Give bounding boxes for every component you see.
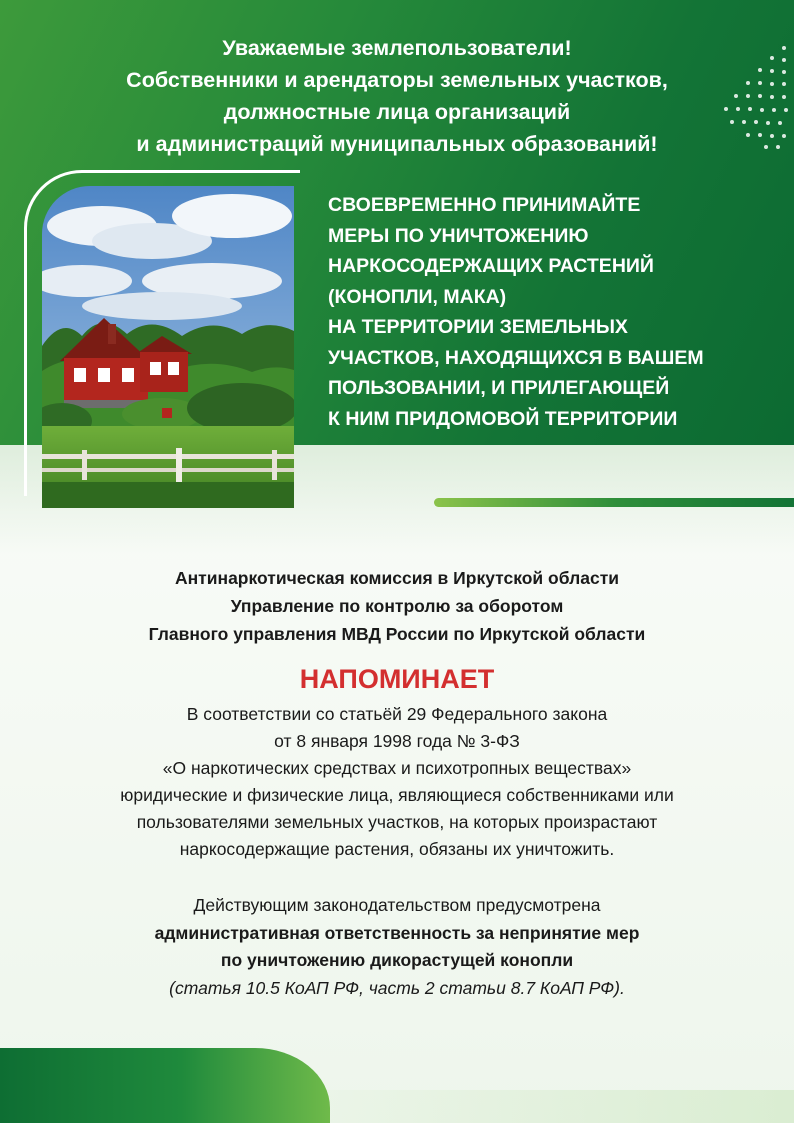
greeting-line: Уважаемые землепользователи! [222,36,572,60]
headline-line: НАРКОСОДЕРЖАЩИХ РАСТЕНИЙ [328,255,654,277]
headline-line: УЧАСТКОВ, НАХОДЯЩИХСЯ В ВАШЕМ [328,346,704,369]
red-house-icon [42,186,294,508]
reminds-heading: НАПОМИНАЕТ [299,664,495,694]
responsibility-bold-line: по уничтожению дикорастущей конопли [220,950,574,970]
responsibility-intro: Действующим законодательством предусмотрена [193,895,601,915]
headline-line: МЕРЫ ПО УНИЧТОЖЕНИЮ [328,224,589,247]
law-line: наркосодержащие растения, обязаны их уничтожить. [179,839,615,859]
organization-line: Управление по контролю за оборотом [230,596,564,616]
greeting-line: должностные лица организаций [223,100,571,124]
greeting [40,32,754,160]
organization-line: Главного управления МВД России по Иркутской области [148,624,646,644]
law-line: В соответствии со статьёй 29 Федерального закона [186,704,608,724]
headline-line: (КОНОПЛИ, МАКА) [328,285,507,308]
responsibility-bold-line: административная ответственность за непринятие мер [154,922,640,943]
headline-line: СВОЕВРЕМЕННО ПРИНИМАЙТЕ [328,194,641,216]
accent-line [434,498,794,507]
law-line: «О наркотических средствах и психотропных веществах» [162,758,632,778]
responsibility-block [0,892,794,1002]
organization-line: Антинаркотическая комиссия в Иркутской области [174,568,620,588]
bottom-wave [0,1048,330,1123]
house-photo [42,186,294,508]
law-line: от 8 января 1998 года № 3-ФЗ [274,731,520,751]
greeting-line: и администраций муниципальных образований! [136,132,658,156]
headline [328,190,768,434]
responsibility-citation: (статья 10.5 КоАП РФ, часть 2 статьи 8.7 КоАП РФ). [169,977,625,998]
law-text [0,701,794,863]
law-line: юридические и физические лица, являющиеся собственниками или [120,785,674,805]
headline-line: К НИМ ПРИДОМОВОЙ ТЕРРИТОРИИ [328,407,678,430]
headline-line: ПОЛЬЗОВАНИИ, И ПРИЛЕГАЮЩЕЙ [328,377,670,399]
headline-line: НА ТЕРРИТОРИИ ЗЕМЕЛЬНЫХ [328,316,628,338]
law-line: пользователями земельных участков, на которых произрастают [136,812,658,832]
greeting-line: Собственники и арендаторы земельных участков, [126,68,668,92]
organization-block [0,564,794,648]
